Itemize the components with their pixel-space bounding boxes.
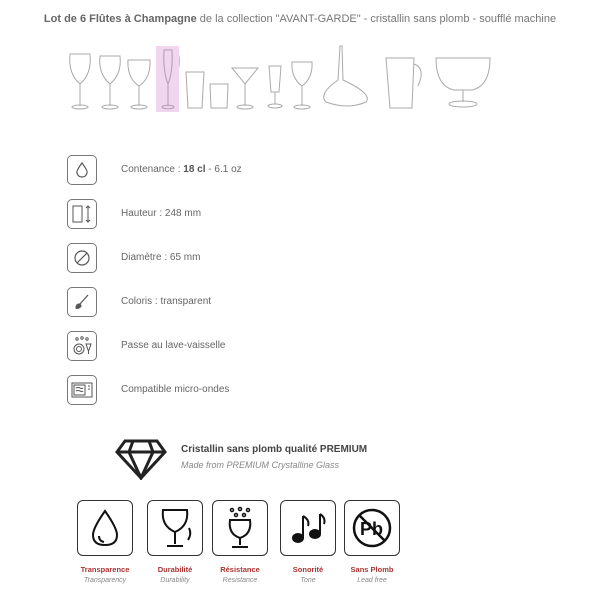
premium-line-2: Made from PREMIUM Crystalline Glass [181,460,340,470]
resistance-icon [212,500,268,556]
tumbler-icon[interactable] [210,84,228,108]
feature-label-fr: Résistance [220,565,260,574]
stem-glass-icon[interactable] [292,62,312,109]
drop-icon [67,155,97,185]
transparency-icon [77,500,133,556]
feature-label-en: Transparency [83,577,127,584]
tone-icon [280,500,336,556]
spec-microwave [67,375,367,407]
spec-label: Contenance : [121,164,184,175]
svg-text:Pb: Pb [360,519,384,539]
diamond-icon [115,438,167,480]
feature-durability [145,500,205,584]
title-bold: Lot de 6 Flûtes à Champagne [43,13,197,25]
feature-label-en: Resistance [222,577,258,584]
spec-diameter [67,243,367,275]
glass-icon[interactable] [128,60,150,109]
spec-text: Compatible micro-ondes [121,384,230,395]
spec-capacity [67,155,367,187]
martini-icon[interactable] [232,68,258,109]
spec-dishwasher [67,331,367,363]
spec-text: Diamètre : 65 mm [121,252,201,263]
pitcher-icon[interactable] [386,58,421,108]
feature-resistance [210,500,270,584]
decanter-icon[interactable] [324,46,368,106]
spec-value: 18 cl [183,164,206,175]
glass-icon[interactable] [100,56,121,109]
title-rest: de la collection "AVANT-GARDE" - cristallin sans plomb - soufflé machine [196,13,557,25]
feature-label-en: Tone [300,577,316,584]
shot-glass-icon[interactable] [268,66,282,108]
page-title [0,13,600,25]
spec-color [67,287,367,319]
tumbler-icon[interactable] [186,72,204,108]
glass-icon[interactable] [70,54,91,109]
product-range [62,42,532,114]
feature-label-en: Durability [160,577,190,584]
feature-tone [278,500,338,584]
microwave-icon [67,375,97,405]
spec-text: Passe au lave-vaisselle [121,340,226,351]
spec-height [67,199,367,231]
durability-icon [147,500,203,556]
premium-line-1: Cristallin sans plomb qualité PREMIUM [181,444,368,455]
dishwasher-icon [67,331,97,361]
premium-banner [115,438,415,483]
spec-text: Hauteur : 248 mm [121,208,202,219]
feature-label-fr: Transparence [80,565,130,574]
feature-label-fr: Sonorité [292,565,324,574]
feature-label-fr: Sans Plomb [350,565,394,574]
trifle-bowl-icon[interactable] [436,58,490,107]
spec-value-rest: - 6.1 oz [205,164,242,175]
spec-text: Coloris : transparent [121,296,212,307]
height-icon [67,199,97,229]
feature-transparency [75,500,135,584]
feature-label-en: Lead free [357,577,387,584]
feature-lead-free [342,500,402,584]
feature-label-fr: Durabilité [157,565,193,574]
diameter-icon [67,243,97,273]
brush-icon [67,287,97,317]
lead-free-icon [344,500,400,556]
spec-text [121,164,242,175]
